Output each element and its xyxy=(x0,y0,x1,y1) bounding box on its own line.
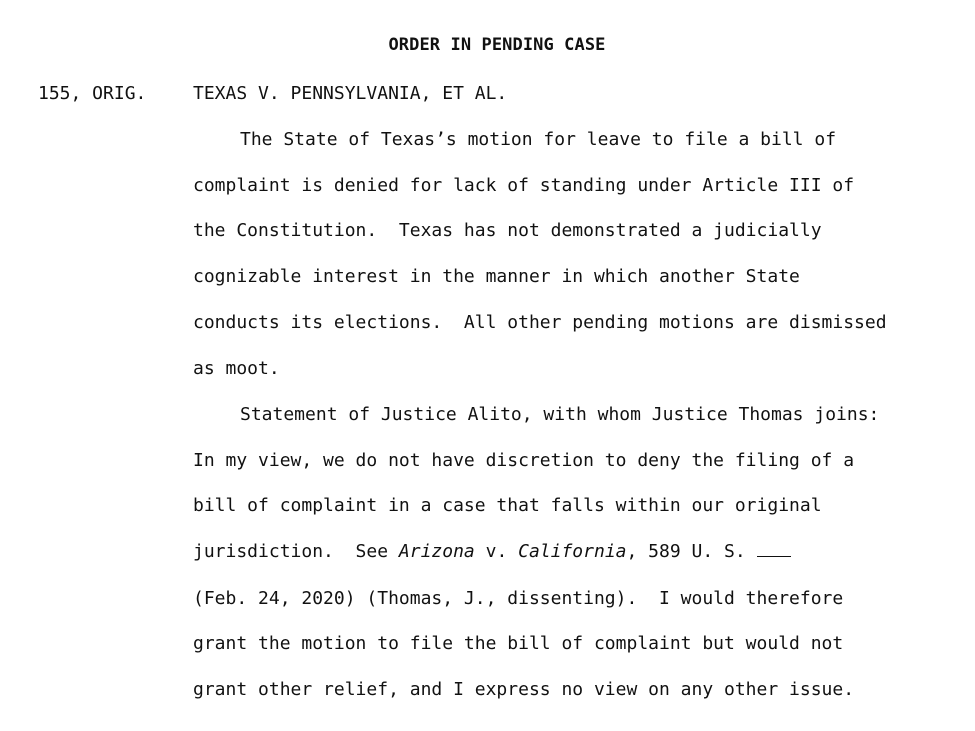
paragraph-1-line-3: the Constitution. Texas has not demonstrated a judicially xyxy=(193,220,822,241)
citation-prefix: jurisdiction. See xyxy=(193,541,399,562)
paragraph-1-line-2: complaint is denied for lack of standing under Article III of xyxy=(193,175,855,196)
paragraph-2-line-3: bill of complaint in a case that falls within our original xyxy=(193,495,822,516)
citation-suffix: , 589 U. S. xyxy=(626,541,757,562)
paragraph-1-line-4: cognizable interest in the manner in which another State xyxy=(193,266,800,287)
paragraph-2-citation-line xyxy=(193,540,791,564)
paragraph-1-line-6: as moot. xyxy=(193,358,280,379)
paragraph-1-line-5: conducts its elections. All other pending motions are dismissed xyxy=(193,312,887,333)
paragraph-1-line-1: The State of Texas’s motion for leave to file a bill of xyxy=(240,129,837,150)
paragraph-2-line-5: (Feb. 24, 2020) (Thomas, J., dissenting). I would therefore xyxy=(193,588,844,609)
citation-case-california: California xyxy=(518,541,627,562)
case-number: 155, ORIG. xyxy=(38,83,147,104)
citation-page-blank xyxy=(757,542,791,557)
paragraph-2-line-1: Statement of Justice Alito, with whom Justice Thomas joins: xyxy=(240,404,880,425)
page-title: ORDER IN PENDING CASE xyxy=(388,35,606,55)
paragraph-2-line-2: In my view, we do not have discretion to deny the filing of a xyxy=(193,450,855,471)
paragraph-2-line-7: grant other relief, and I express no view on any other issue. xyxy=(193,679,855,700)
paragraph-2-line-6: grant the motion to file the bill of complaint but would not xyxy=(193,633,844,654)
citation-versus: v. xyxy=(474,541,519,562)
case-name: TEXAS V. PENNSYLVANIA, ET AL. xyxy=(193,83,508,104)
citation-case-arizona: Arizona xyxy=(398,541,475,562)
